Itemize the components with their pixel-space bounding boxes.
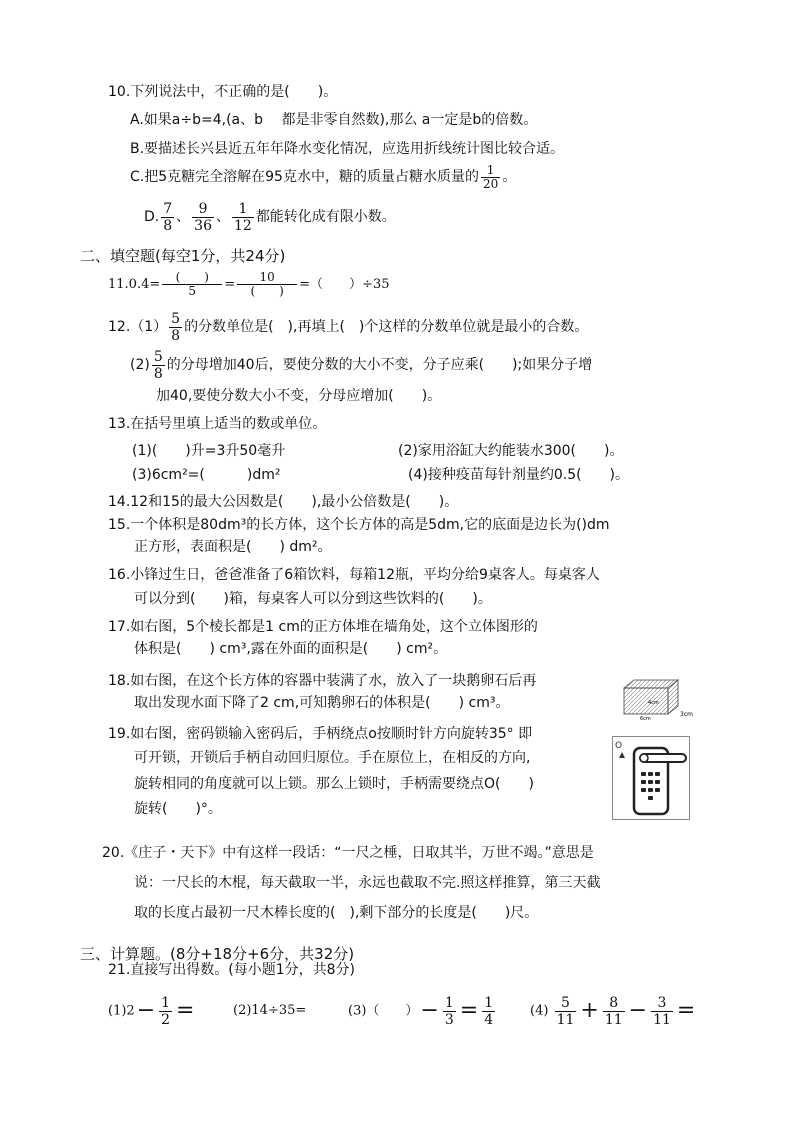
svg-text:O: O bbox=[615, 741, 623, 751]
q21-e1-fraction: $\frac{1}{2}$ bbox=[161, 994, 171, 1028]
q21-e4-fraction-3: $\frac{3}{11}$ bbox=[653, 994, 671, 1028]
q17-line-1: 17.如右图，5个棱长都是1 cm的正方体堆在墙角处，这个立体图形的 bbox=[108, 619, 538, 635]
q14: 14.12和15的最大公因数是( ),最小公倍数是( )。 bbox=[108, 494, 459, 510]
water-container-figure bbox=[618, 676, 693, 722]
q21-expr-3: (3)（ ）− $\frac{1}{3}$ = $\frac{1}{4}$ bbox=[348, 994, 494, 1028]
q16-line-1: 16.小锋过生日，爸爸准备了6箱饮料，每箱12瓶，平均分给9桌客人。每桌客人 bbox=[108, 567, 600, 583]
q15-line-1: 15.一个体积是80dm³的长方体，这个长方体的高是5dm,它的底面是边长为()dm bbox=[108, 517, 610, 533]
q15-line-2: 正方形，表面积是( ) dm²。 bbox=[134, 539, 332, 555]
q19-line-3: 旋转相同的角度就可以上锁。那么上锁时，手柄需要绕点O( ) bbox=[134, 776, 534, 792]
q13-item-1: (1)( )升=3升50毫升 bbox=[132, 443, 286, 459]
q21-e4-fraction-2: $\frac{8}{11}$ bbox=[604, 994, 623, 1028]
q12-p2-fraction: $\frac{5}{8}$ bbox=[153, 348, 163, 382]
q11: 11.0.4= $\frac{( )}{5}$ = $\frac{10}{( )}$ =（ ）÷35 bbox=[108, 270, 390, 298]
code-lock-figure bbox=[612, 736, 690, 820]
q20-line-2: 说：一尺长的木棍，每天截取一半，永远也截取不完.照这样推算，第三天截 bbox=[134, 875, 601, 891]
section-2-title: 二、填空题(每空1分，共24分) bbox=[80, 247, 286, 265]
q19-line-2: 可开锁，开锁后手柄自动回归原位。手在原位上，在相反的方向, bbox=[134, 750, 531, 766]
q10-option-d: D. $\frac{7}{8}$ 、 $\frac{9}{36}$ 、 $\frac{1}{12}$ 都能转化成有限小数。 bbox=[144, 200, 396, 234]
q21-stem: 21.直接写出得数。(每小题1分，共8分) bbox=[108, 962, 356, 978]
q10-d-fraction-2: $\frac{9}{36}$ bbox=[194, 200, 212, 234]
q21-e3-fraction-1: $\frac{1}{3}$ bbox=[444, 994, 454, 1028]
q10-c-fraction: $\frac{1}{20}$ bbox=[482, 162, 499, 191]
q12-part-2-cont: 加40,要使分数大小不变，分母应增加( )。 bbox=[156, 388, 442, 404]
q13-item-4: (4)接种疫苗每针剂量约0.5( )。 bbox=[408, 467, 630, 483]
q20-line-3: 取的长度占最初一尺木棒长度的( ),剩下部分的长度是( )尺。 bbox=[134, 905, 539, 921]
q10-stem: 10.下列说法中，不正确的是( )。 bbox=[108, 84, 338, 100]
q10-d-fraction-1: $\frac{7}{8}$ bbox=[163, 200, 173, 234]
q16-line-2: 可以分到( )箱，每桌客人可以分到这些饮料的( )。 bbox=[134, 591, 492, 607]
q10-option-b: B.要描述长兴县近五年年降水变化情况，应选用折线统计图比较合适。 bbox=[130, 141, 565, 157]
q18-line-2: 取出发现水面下降了2 cm,可知鹅卵石的体积是( ) cm³。 bbox=[134, 695, 510, 711]
q21-expr-1: (1)2− $\frac{1}{2}$ = bbox=[108, 994, 195, 1028]
q17-line-2: 体积是( ) cm³,露在外面的面积是( ) cm²。 bbox=[134, 641, 448, 657]
q20-line-1: 20.《庄子・天下》中有这样一段话：“一尺之棰，日取其半，万世不竭。”意思是 bbox=[102, 845, 594, 861]
q13-item-3: (3)6cm²=( )dm² bbox=[132, 467, 281, 483]
section-3-title: 三、计算题。(8分+18分+6分，共32分) bbox=[80, 945, 355, 963]
q13-stem: 13.在括号里填上适当的数或单位。 bbox=[108, 416, 327, 432]
q21-e4-fraction-1: $\frac{5}{11}$ bbox=[556, 994, 575, 1028]
q21-expr-2: (2)14÷35= bbox=[233, 1003, 307, 1018]
q10-option-a: A.如果a÷b=4,(a、b 都是非零自然数),那么 a一定是b的倍数。 bbox=[130, 112, 538, 128]
q12-part-1: 12.（1） $\frac{5}{8}$ 的分数单位是( ),再填上( )个这样的分数单位就是最小的合数。 bbox=[108, 310, 589, 344]
q18-line-1: 18.如右图，在这个长方体的容器中装满了水，放入了一块鹅卵石后再 bbox=[108, 673, 537, 689]
q12-p1-fraction: $\frac{5}{8}$ bbox=[171, 310, 181, 344]
q10-d-fraction-3: $\frac{1}{12}$ bbox=[233, 200, 252, 234]
q10-option-c: C.把5克糖完全溶解在95克水中，糖的质量占糖水质量的 $\frac{1}{20}$ 。 bbox=[130, 162, 517, 191]
q11-fraction-1: $\frac{( )}{5}$ bbox=[162, 271, 222, 298]
q21-e3-fraction-2: $\frac{1}{4}$ bbox=[484, 994, 494, 1028]
q19-line-4: 旋转( )°。 bbox=[134, 801, 222, 817]
q19-line-1: 19.如右图，密码锁输入密码后，手柄绕点o按顺时针方向旋转35° 即 bbox=[108, 726, 533, 742]
svg-text:4cm: 4cm bbox=[648, 700, 659, 706]
svg-text:6cm: 6cm bbox=[640, 716, 651, 722]
svg-text:3cm: 3cm bbox=[680, 711, 693, 718]
q12-part-2: (2) $\frac{5}{8}$ 的分母增加40后，要使分数的大小不变，分子应乘( );如果分子增 bbox=[130, 348, 593, 382]
q11-fraction-2: $\frac{10}{( )}$ bbox=[237, 271, 297, 298]
q21-expr-4: (4) $\frac{5}{11}$ + $\frac{8}{11}$ − $\frac{3}{11}$ = bbox=[530, 994, 696, 1028]
q13-item-2: (2)家用浴缸大约能装水300( )。 bbox=[398, 443, 624, 459]
